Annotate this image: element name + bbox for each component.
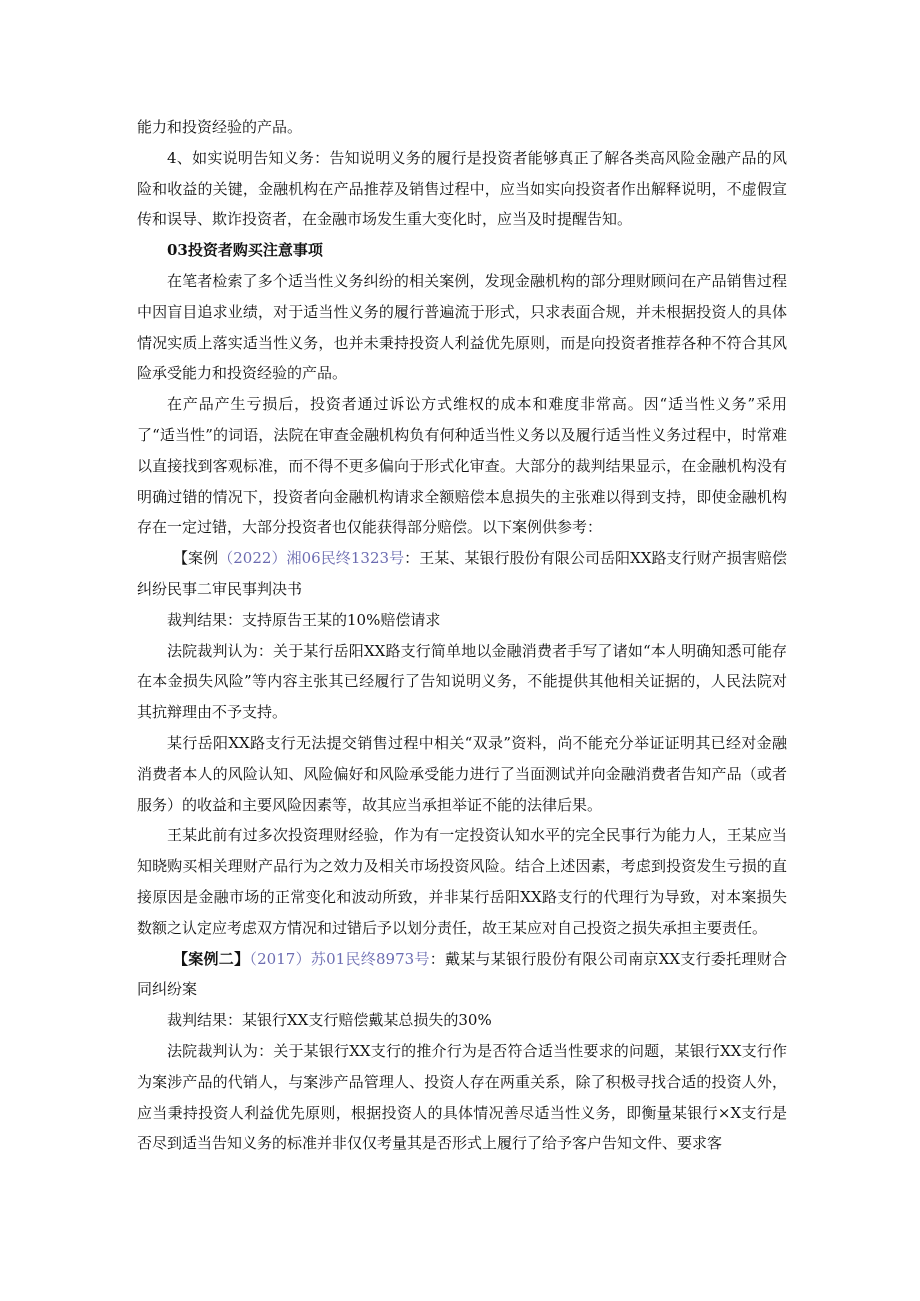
- case1-court-opinion-2: 某行岳阳XX路支行无法提交销售过程中相关“双录”资料，尚不能充分举证证明其已经对金融消费者本人的风险认知、风险偏好和风险承受能力进行了当面测试并向金融消费者告知产品（或者服务）的收益和主要风险因素等，故其应当承担举证不能的法律后果。: [137, 733, 787, 814]
- case2-court-opinion-1: 法院裁判认为：关于某银行XX支行的推介行为是否符合适当性要求的问题，某银行XX支行作为案涉产品的代销人，与案涉产品管理人、投资人存在两重关系，除了积极寻找合适的投资人外，应当秉持投资人利益优先原则，根据投资人的具体情况善尽适当性义务，即衡量某银行×X支行是否尽到适当告知义务的标准并非仅仅考量其是否形式上履行了给予客户告知文件、要求客: [137, 1041, 787, 1153]
- case2-reference-link[interactable]: （2017）苏01民终8973号: [249, 949, 430, 968]
- case1-result: 裁判结果：支持原告王某的10%赔偿请求: [167, 610, 441, 629]
- case1-reference-link[interactable]: （2022）湘06民终1323号: [218, 549, 405, 568]
- case2-title: [137, 944, 787, 1006]
- section-heading-03: 03投资者购买注意事项: [167, 241, 323, 260]
- paragraph-disclosure-duty: 4、如实说明告知义务：告知说明义务的履行是投资者能够真正了解各类高风险金融产品的风险和收益的关键，金融机构在产品推荐及销售过程中，应当如实向投资者作出解释说明，不虚假宣传和误导、欺诈投资者，在金融市场发生重大变化时，应当及时提醒告知。: [137, 148, 787, 229]
- paragraph-research-findings: 在笔者检索了多个适当性义务纠纷的相关案例，发现金融机构的部分理财顾问在产品销售过程中因盲目追求业绩，对于适当性义务的履行普遍流于形式，只求表面合规，并未根据投资人的具体情况实质上落实适当性义务，也并未秉持投资人利益优先原则，而是向投资者推荐各种不符合其风险承受能力和投资经验的产品。: [137, 271, 787, 383]
- case1-court-opinion-3: 王某此前有过多次投资理财经验，作为有一定投资认知水平的完全民事行为能力人，王某应当知晓购买相关理财产品行为之效力及相关市场投资风险。结合上述因素，考虑到投资发生亏损的直接原因是金融市场的正常变化和波动所致，并非某行岳阳XX路支行的代理行为导致，对本案损失数额之认定应考虑双方情况和过错后予以划分责任，故王某应对自己投资之损失承担主要责任。: [137, 826, 787, 937]
- case2-result: 裁判结果：某银行XX支行赔偿戴某总损失的30%: [167, 1011, 492, 1030]
- case1-title: [137, 543, 787, 605]
- paragraph-litigation-difficulty: 在产品产生亏损后，投资者通过诉讼方式维权的成本和难度非常高。因“适当性义务”采用了“适当性”的词语，法院在审查金融机构负有何种适当性义务以及履行适当性义务过程中，时常难以直接找到客观标准，而不得不更多偏向于形式化审查。大部分的裁判结果显示，在金融机构没有明确过错的情况下，投资者向金融机构请求全额赔偿本息损失的主张难以得到支持，即使金融机构存在一定过错，大部分投资者也仅能获得部分赔偿。以下案例供参考：: [137, 395, 787, 537]
- document-page: [137, 112, 787, 1159]
- case2-label: 【案例二】: [173, 949, 250, 968]
- case2-description: ：戴某与某银行股份有限公司南京XX支行委托理财合同纠纷案: [137, 949, 787, 999]
- case1-description: ：王某、某银行股份有限公司岳阳XX路支行财产损害赔偿纠纷民事二审民事判决书: [137, 549, 787, 598]
- paragraph-intro-tail: 能力和投资经验的产品。: [137, 118, 303, 136]
- case1-court-opinion-1: 法院裁判认为：关于某行岳阳XX路支行简单地以金融消费者手写了诸如“本人明确知悉可能存在本金损失风险”等内容主张其已经履行了告知说明义务，不能提供其他相关证据的，人民法院对其抗辩理由不予支持。: [137, 641, 787, 722]
- case1-label: 【案例: [173, 549, 219, 568]
